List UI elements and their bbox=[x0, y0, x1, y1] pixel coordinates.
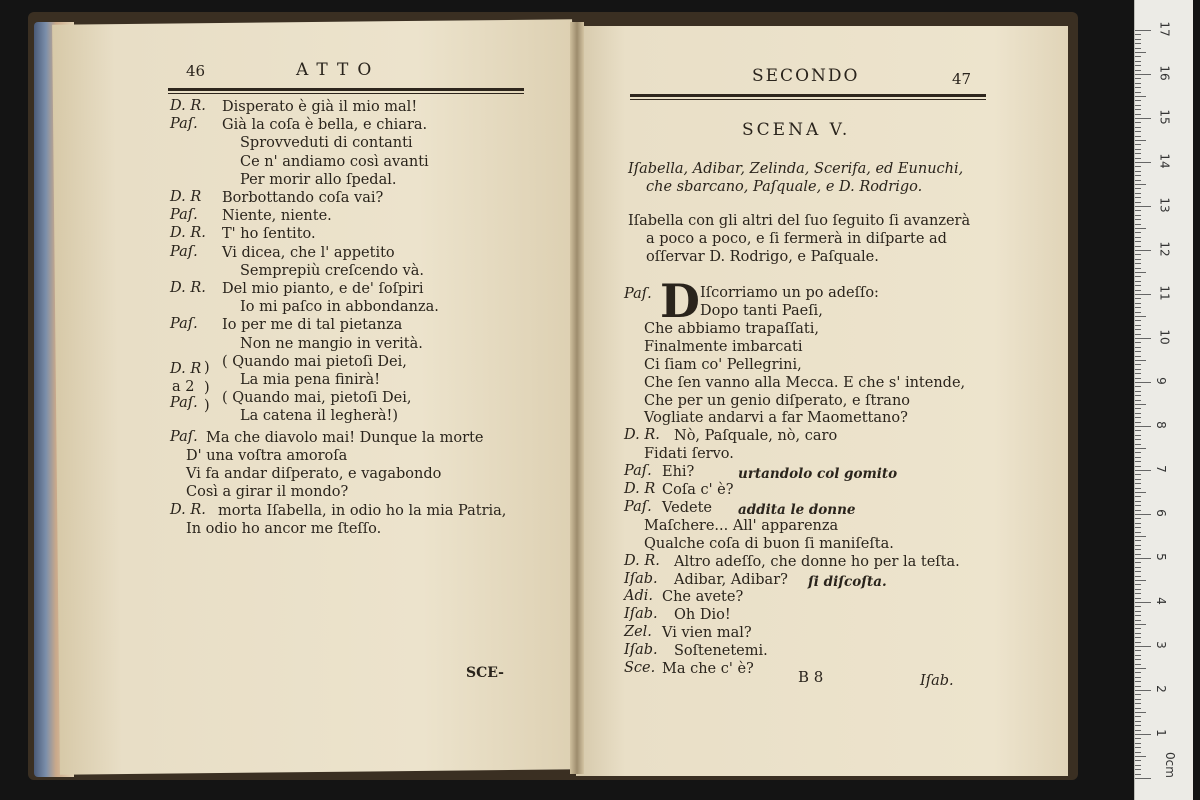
ruler-tick bbox=[1135, 549, 1141, 550]
duet-line: ( Quando mai pietoſi Dei, bbox=[222, 353, 407, 370]
duet-bracket: ) bbox=[204, 359, 210, 376]
ruler-tick bbox=[1135, 114, 1141, 115]
book-gutter bbox=[570, 22, 584, 774]
speaker-label: Paſ. bbox=[170, 428, 198, 445]
ruler-tick bbox=[1135, 391, 1141, 392]
dialogue-line: Io mi paſco in abbondanza. bbox=[240, 299, 439, 316]
ruler-tick bbox=[1135, 606, 1141, 607]
right-page-number: 47 bbox=[952, 70, 972, 88]
dialogue-line: Ma che c' è? bbox=[662, 661, 754, 677]
ruler-tick bbox=[1135, 197, 1141, 198]
ruler-tick bbox=[1135, 153, 1141, 154]
ruler-tick bbox=[1135, 303, 1141, 304]
dialogue-line: Ce n' andiamo così avanti bbox=[240, 153, 429, 170]
speaker-label: Iſab. bbox=[624, 642, 658, 659]
right-header-rule bbox=[630, 94, 986, 97]
first-dialogue-line: Iſcorriamo un po adeſſo: bbox=[700, 285, 879, 301]
drop-cap: D bbox=[660, 274, 700, 328]
ruler-number: 12 bbox=[1157, 241, 1172, 257]
ruler-tick bbox=[1135, 778, 1151, 779]
speaker-label: Paſ. bbox=[170, 394, 198, 411]
ruler-tick bbox=[1135, 70, 1141, 71]
ruler-tick bbox=[1135, 602, 1151, 603]
ruler-tick bbox=[1135, 461, 1141, 462]
dialogue-line: Che ſen vanno alla Mecca. E che s' intende, bbox=[644, 374, 966, 391]
dialogue-line: Ci ſiam co' Pellegrini, bbox=[644, 356, 802, 373]
ruler-tick bbox=[1135, 571, 1141, 572]
ruler-tick bbox=[1135, 488, 1141, 489]
ruler-tick bbox=[1135, 202, 1141, 203]
dialogue-line: Per morir allo ſpedal. bbox=[240, 171, 397, 188]
ruler-tick bbox=[1135, 466, 1141, 467]
ruler-tick bbox=[1135, 496, 1141, 497]
speaker-label: Paſ. bbox=[170, 116, 198, 133]
ruler-tick bbox=[1135, 457, 1141, 458]
speaker-label: Iſab. bbox=[624, 606, 658, 623]
ruler-tick bbox=[1135, 250, 1151, 251]
ruler-tick bbox=[1135, 61, 1141, 62]
ruler-tick bbox=[1135, 373, 1141, 374]
ruler-tick bbox=[1135, 334, 1141, 335]
ruler-tick bbox=[1135, 96, 1146, 97]
ruler-tick bbox=[1135, 136, 1141, 137]
ruler-tick bbox=[1135, 158, 1141, 159]
ruler-tick bbox=[1135, 681, 1141, 682]
speaker-label: Paſ. bbox=[624, 463, 652, 480]
ruler-number: 6 bbox=[1153, 509, 1168, 517]
dialogue-line: Dopo tanti Paeſi, bbox=[700, 303, 823, 319]
stage-direction: urtandolo col gomito bbox=[738, 466, 898, 483]
ruler-tick bbox=[1135, 598, 1141, 599]
ruler-tick bbox=[1135, 87, 1141, 88]
dialogue-line: Ehi? bbox=[662, 464, 695, 481]
ruler-tick bbox=[1135, 43, 1141, 44]
ruler-tick bbox=[1135, 118, 1151, 119]
stage-direction: addita le donne bbox=[738, 501, 856, 518]
ruler-tick bbox=[1135, 246, 1141, 247]
speaker-label: Sce. bbox=[624, 660, 656, 676]
dialogue-line: Vi dicea, che l' appetito bbox=[222, 244, 395, 261]
ruler-tick bbox=[1135, 545, 1141, 546]
dialogue-line: Borbottando coſa vai? bbox=[222, 190, 384, 206]
ruler-tick bbox=[1135, 646, 1151, 647]
first-speaker: Paſ. bbox=[624, 286, 652, 302]
ruler-tick bbox=[1135, 347, 1141, 348]
ruler-tick bbox=[1135, 395, 1141, 396]
dialogue-line: T' ho ſentito. bbox=[222, 226, 316, 243]
ruler-tick bbox=[1135, 56, 1141, 57]
dialogue-line: Disperato è già il mio mal! bbox=[222, 99, 418, 115]
ruler-number: 10 bbox=[1157, 329, 1172, 345]
speaker-label: D. R. bbox=[170, 280, 206, 296]
ruler-tick bbox=[1135, 452, 1141, 453]
ruler-number: 11 bbox=[1157, 285, 1172, 301]
dialogue-line: Ma che diavolo mai! Dunque la morte bbox=[206, 429, 484, 446]
ruler-number: 17 bbox=[1157, 21, 1172, 37]
ruler-tick bbox=[1135, 734, 1151, 735]
ruler-tick bbox=[1135, 105, 1141, 106]
duet-line: ( Quando mai, pietoſi Dei, bbox=[222, 389, 412, 406]
ruler-tick bbox=[1135, 259, 1141, 260]
dialogue-line: Nò, Paſquale, nò, caro bbox=[674, 428, 838, 445]
left-header-rule bbox=[168, 88, 524, 91]
dialogue-line: morta Iſabella, in odio ho la mia Patria, bbox=[218, 502, 507, 519]
ruler-tick bbox=[1135, 342, 1141, 343]
ruler-tick bbox=[1135, 738, 1141, 739]
speaker-label: D. R bbox=[624, 481, 656, 497]
speaker-label: Paſ. bbox=[170, 243, 198, 260]
ruler-tick bbox=[1135, 364, 1141, 365]
ruler-tick bbox=[1135, 774, 1141, 775]
dialogue-line: Che avete? bbox=[662, 589, 744, 606]
ruler-tick bbox=[1135, 760, 1141, 761]
cast-line-1: Iſabella, Adibar, Zelinda, Scerifa, ed Eunuchi, bbox=[628, 161, 964, 177]
speaker-label: D. R. bbox=[624, 552, 660, 569]
ruler-tick bbox=[1135, 268, 1141, 269]
right-header-rule-thin bbox=[630, 99, 986, 100]
ruler-tick bbox=[1135, 149, 1141, 150]
ruler-number: 13 bbox=[1157, 197, 1172, 213]
ruler-tick bbox=[1135, 532, 1141, 533]
dialogue-line: Qualche coſa di buon ſi maniſeſta. bbox=[644, 535, 894, 552]
dialogue-line: Che abbiamo trapaſſati, bbox=[644, 320, 819, 337]
ruler-tick bbox=[1135, 281, 1141, 282]
ruler-tick bbox=[1135, 584, 1141, 585]
dialogue-line: Vogliate andarvi a far Maomettano? bbox=[644, 410, 908, 427]
ruler-tick bbox=[1135, 664, 1141, 665]
ruler-tick bbox=[1135, 444, 1141, 445]
ruler-tick bbox=[1135, 474, 1141, 475]
ruler-tick bbox=[1135, 536, 1146, 537]
dialogue-line: Vedete bbox=[662, 499, 712, 516]
ruler-tick bbox=[1135, 554, 1141, 555]
duet-line: La catena il legherà!) bbox=[240, 407, 399, 424]
cast-line-2: che sbarcano, Paſquale, e D. Rodrigo. bbox=[646, 179, 923, 195]
ruler-tick bbox=[1135, 716, 1141, 717]
ruler-tick bbox=[1135, 620, 1141, 621]
ruler-tick bbox=[1135, 52, 1146, 53]
ruler-tick bbox=[1135, 210, 1141, 211]
dialogue-line: Vi vien mal? bbox=[662, 625, 752, 642]
ruler-tick bbox=[1135, 422, 1141, 423]
ruler-tick bbox=[1135, 576, 1141, 577]
ruler-tick bbox=[1135, 232, 1141, 233]
speaker-label: D. R. bbox=[170, 225, 206, 242]
speaker-label: D. R bbox=[170, 189, 202, 205]
ruler-tick bbox=[1135, 272, 1146, 273]
dialogue-line: Del mio pianto, e de' ſoſpiri bbox=[222, 281, 424, 297]
ruler-tick bbox=[1135, 747, 1141, 748]
ruler-tick bbox=[1135, 694, 1141, 695]
ruler-tick bbox=[1135, 219, 1141, 220]
ruler-tick bbox=[1135, 413, 1141, 414]
dialogue-line: Maſchere... All' apparenza bbox=[644, 517, 839, 534]
ruler-tick bbox=[1135, 48, 1141, 49]
right-catchword: Iſab. bbox=[920, 673, 954, 689]
ruler-tick bbox=[1135, 769, 1141, 770]
ruler-tick bbox=[1135, 703, 1141, 704]
ruler-tick bbox=[1135, 650, 1141, 651]
ruler-tick bbox=[1135, 109, 1141, 110]
ruler-tick bbox=[1135, 175, 1141, 176]
ruler-tick bbox=[1135, 34, 1141, 35]
ruler-number: 16 bbox=[1157, 65, 1172, 81]
ruler-tick bbox=[1135, 65, 1141, 66]
ruler-tick bbox=[1135, 756, 1146, 757]
duet-line: La mia pena finirà! bbox=[240, 371, 381, 388]
dialogue-line: Sprovveduti di contanti bbox=[240, 135, 413, 152]
ruler-tick bbox=[1135, 686, 1141, 687]
stage-direction-line: oſſervar D. Rodrigo, e Paſquale. bbox=[646, 249, 879, 265]
ruler-number: 3 bbox=[1153, 641, 1168, 649]
ruler-tick bbox=[1135, 180, 1141, 181]
ruler-tick bbox=[1135, 122, 1141, 123]
dialogue-line: Finalmente imbarcati bbox=[644, 338, 803, 355]
ruler-tick bbox=[1135, 241, 1141, 242]
ruler-tick bbox=[1135, 611, 1141, 612]
ruler-tick bbox=[1135, 633, 1141, 634]
dialogue-line: Non ne mangio in verità. bbox=[240, 335, 423, 352]
dialogue-line: D' una voſtra amoroſa bbox=[186, 448, 348, 464]
ruler-tick bbox=[1135, 527, 1141, 528]
ruler-tick bbox=[1135, 721, 1141, 722]
ruler-tick bbox=[1135, 254, 1141, 255]
ruler-tick bbox=[1135, 228, 1146, 229]
ruler-tick bbox=[1135, 325, 1141, 326]
ruler-tick bbox=[1135, 567, 1141, 568]
speaker-label: D. R. bbox=[170, 98, 206, 114]
ruler-tick bbox=[1135, 276, 1141, 277]
right-running-head: SECONDO bbox=[752, 66, 860, 86]
dialogue-line: Così a girar il mondo? bbox=[186, 484, 349, 501]
ruler-tick bbox=[1135, 369, 1141, 370]
ruler-tick bbox=[1135, 356, 1141, 357]
ruler-tick bbox=[1135, 659, 1141, 660]
ruler-tick bbox=[1135, 400, 1141, 401]
ruler-tick bbox=[1135, 430, 1141, 431]
ruler-tick bbox=[1135, 426, 1151, 427]
ruler-tick bbox=[1135, 78, 1141, 79]
ruler-tick bbox=[1135, 360, 1146, 361]
ruler-tick bbox=[1135, 615, 1141, 616]
ruler-tick bbox=[1135, 624, 1146, 625]
speaker-label: Paſ. bbox=[170, 207, 198, 224]
ruler-tick bbox=[1135, 100, 1141, 101]
ruler-tick bbox=[1135, 92, 1141, 93]
ruler-tick bbox=[1135, 642, 1141, 643]
speaker-label: Adi. bbox=[624, 588, 653, 605]
ruler-tick bbox=[1135, 184, 1146, 185]
ruler-tick bbox=[1135, 166, 1141, 167]
ruler-tick bbox=[1135, 725, 1141, 726]
ruler-tick bbox=[1135, 479, 1141, 480]
ruler-tick bbox=[1135, 593, 1141, 594]
ruler-tick bbox=[1135, 171, 1141, 172]
ruler-tick bbox=[1135, 505, 1141, 506]
dialogue-line: Soſtenetemi. bbox=[674, 643, 768, 660]
ruler-tick bbox=[1135, 672, 1141, 673]
ruler-number: 9 bbox=[1153, 377, 1168, 385]
ruler-tick bbox=[1135, 580, 1146, 581]
ruler-number: 4 bbox=[1153, 597, 1168, 605]
ruler-tick bbox=[1135, 312, 1141, 313]
ruler-tick bbox=[1135, 501, 1141, 502]
ruler-tick bbox=[1135, 677, 1141, 678]
ruler-tick bbox=[1135, 378, 1141, 379]
ruler-tick bbox=[1135, 316, 1146, 317]
ruler-tick bbox=[1135, 540, 1141, 541]
duet-bracket: ) bbox=[204, 397, 210, 414]
ruler-number: 7 bbox=[1153, 465, 1168, 473]
ruler-tick bbox=[1135, 307, 1141, 308]
ruler-tick bbox=[1135, 628, 1141, 629]
stage-direction-line: Iſabella con gli altri del ſuo ſeguito ſi avanzerà bbox=[628, 213, 971, 229]
ruler-tick bbox=[1135, 74, 1151, 75]
ruler-tick bbox=[1135, 215, 1141, 216]
ruler-tick bbox=[1135, 439, 1141, 440]
left-page-number: 46 bbox=[186, 62, 206, 80]
ruler-tick bbox=[1135, 320, 1141, 321]
left-running-head: ATTO bbox=[296, 60, 381, 80]
dialogue-line: Semprepiù creſcendo và. bbox=[240, 262, 425, 279]
speaker-label: Paſ. bbox=[624, 498, 652, 515]
ruler-tick bbox=[1135, 237, 1141, 238]
speaker-label: Paſ. bbox=[170, 316, 198, 333]
ruler-tick bbox=[1135, 655, 1141, 656]
ruler-tick bbox=[1135, 435, 1141, 436]
ruler-tick bbox=[1135, 30, 1151, 31]
dialogue-line: Che per un genio diſperato, e ſtrano bbox=[644, 392, 911, 409]
dialogue-line: Adibar, Adibar? bbox=[674, 571, 788, 588]
ruler-tick bbox=[1135, 448, 1146, 449]
ruler-tick bbox=[1135, 285, 1141, 286]
dialogue-line: Coſa c' è? bbox=[662, 482, 734, 498]
ruler-tick bbox=[1135, 224, 1141, 225]
ruler-tick bbox=[1135, 483, 1141, 484]
ruler-tick bbox=[1135, 668, 1146, 669]
ruler-tick bbox=[1135, 510, 1141, 511]
left-catchword: SCE- bbox=[466, 665, 504, 681]
ruler-tick bbox=[1135, 144, 1141, 145]
dialogue-line: Io per me di tal pietanza bbox=[222, 317, 403, 334]
ruler-tick bbox=[1135, 162, 1151, 163]
speaker-label: Zel. bbox=[624, 624, 652, 641]
signature-mark: B 8 bbox=[798, 668, 824, 686]
ruler-tick bbox=[1135, 562, 1141, 563]
ruler-tick bbox=[1135, 523, 1141, 524]
ruler-number: 5 bbox=[1153, 553, 1168, 561]
ruler-tick bbox=[1135, 140, 1146, 141]
ruler-number: 8 bbox=[1153, 421, 1168, 429]
ruler-tick bbox=[1135, 131, 1141, 132]
ruler-tick bbox=[1135, 382, 1151, 383]
dialogue-line: Niente, niente. bbox=[222, 208, 332, 225]
ruler-tick bbox=[1135, 188, 1141, 189]
ruler-tick bbox=[1135, 492, 1146, 493]
ruler-tick bbox=[1135, 408, 1141, 409]
ruler-tick bbox=[1135, 730, 1141, 731]
dialogue-line: Già la coſa è bella, e chiara. bbox=[222, 117, 428, 134]
speaker-label: D. R. bbox=[170, 501, 206, 518]
ruler-number: 1 bbox=[1153, 729, 1168, 737]
dialogue-line: Fidati ſervo. bbox=[644, 446, 734, 463]
ruler-tick bbox=[1135, 558, 1151, 559]
ruler-tick bbox=[1135, 263, 1141, 264]
speaker-label: Iſab. bbox=[624, 570, 658, 587]
ruler-tick bbox=[1135, 127, 1141, 128]
ruler-tick bbox=[1135, 690, 1151, 691]
ruler-tick bbox=[1135, 637, 1141, 638]
ruler-tick bbox=[1135, 290, 1141, 291]
ruler-tick bbox=[1135, 708, 1141, 709]
ruler-tick bbox=[1135, 351, 1141, 352]
dialogue-line: Altro adeſſo, che donne ho per la teſta. bbox=[674, 553, 960, 570]
ruler-tick bbox=[1135, 743, 1141, 744]
ruler-tick bbox=[1135, 83, 1141, 84]
ruler-tick bbox=[1135, 404, 1146, 405]
ruler-tick bbox=[1135, 514, 1151, 515]
left-header-rule-thin bbox=[168, 93, 524, 94]
ruler-unit-label: 0cm bbox=[1162, 752, 1177, 778]
ruler-tick bbox=[1135, 712, 1146, 713]
ruler-tick bbox=[1135, 206, 1151, 207]
ruler-number: 15 bbox=[1157, 109, 1172, 125]
ruler-tick bbox=[1135, 193, 1141, 194]
measurement-ruler bbox=[1134, 0, 1193, 800]
ruler-tick bbox=[1135, 294, 1151, 295]
ruler-tick bbox=[1135, 765, 1141, 766]
ruler-tick bbox=[1135, 699, 1141, 700]
dialogue-line: Oh Dio! bbox=[674, 607, 731, 624]
ruler-number: 2 bbox=[1153, 685, 1168, 693]
ruler-tick bbox=[1135, 752, 1141, 753]
dialogue-line: Vi fa andar diſperato, e vagabondo bbox=[186, 466, 442, 483]
dialogue-line: In odio ho ancor me ſteſſo. bbox=[186, 520, 382, 537]
speaker-label: D. R bbox=[170, 360, 202, 377]
ruler-tick bbox=[1135, 39, 1141, 40]
stage-direction-line: a poco a poco, e ſi fermerà in diſparte ad bbox=[646, 231, 947, 247]
scene-title: SCENA V. bbox=[742, 120, 851, 140]
ruler-tick bbox=[1135, 298, 1141, 299]
ruler-tick bbox=[1135, 470, 1151, 471]
ruler-number: 14 bbox=[1157, 153, 1172, 169]
speaker-label: a 2 bbox=[172, 378, 195, 395]
speaker-label: D. R. bbox=[624, 427, 660, 444]
ruler-tick bbox=[1135, 518, 1141, 519]
ruler-tick bbox=[1135, 338, 1151, 339]
stage-direction: ſi diſcoſta. bbox=[808, 573, 887, 590]
ruler-tick bbox=[1135, 589, 1141, 590]
duet-bracket: ) bbox=[204, 379, 210, 396]
ruler-tick bbox=[1135, 417, 1141, 418]
ruler-tick bbox=[1135, 386, 1141, 387]
ruler-tick bbox=[1135, 329, 1141, 330]
